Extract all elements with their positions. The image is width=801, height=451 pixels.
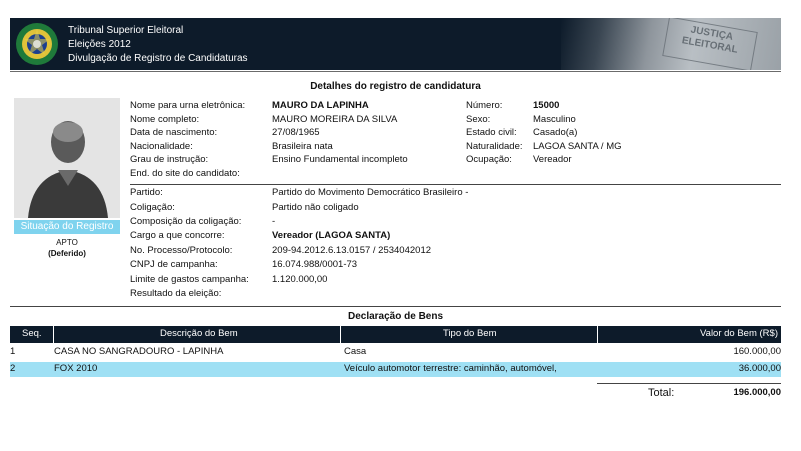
value-birth-date: 27/08/1965 bbox=[272, 127, 320, 138]
label-spending-limit: Limite de gastos campanha: bbox=[130, 274, 249, 285]
header-election: Eleições 2012 bbox=[68, 39, 131, 50]
value-coalition-composition: - bbox=[272, 216, 276, 227]
asset-value: 160.000,00 bbox=[733, 346, 781, 357]
assets-header-description: Descrição do Bem bbox=[160, 328, 238, 339]
value-sex: Masculino bbox=[533, 114, 576, 125]
candidate-photo bbox=[14, 98, 120, 218]
label-birthplace: Naturalidade: bbox=[466, 141, 523, 152]
justica-eleitoral-stamp: JUSTIÇA ELEITORAL bbox=[662, 18, 758, 70]
value-process-number: 209-94.2012.6.13.0157 / 2534042012 bbox=[272, 245, 432, 256]
assets-header-separator bbox=[340, 326, 341, 343]
table-row bbox=[10, 362, 781, 377]
candidate-silhouette-icon bbox=[14, 98, 120, 218]
label-number: Número: bbox=[466, 100, 503, 111]
asset-type: Casa bbox=[344, 346, 367, 357]
label-coalition: Coligação: bbox=[130, 202, 175, 213]
value-spending-limit: 1.120.000,00 bbox=[272, 274, 328, 285]
label-process-number: No. Processo/Protocolo: bbox=[130, 245, 233, 256]
asset-value: 36.000,00 bbox=[738, 363, 781, 374]
total-divider bbox=[597, 383, 781, 384]
label-ballot-name: Nome para urna eletrônica: bbox=[130, 100, 246, 111]
asset-description: FOX 2010 bbox=[54, 363, 98, 374]
info-divider bbox=[130, 184, 781, 185]
asset-type: Veículo automotor terrestre: caminhão, automóvel, bbox=[344, 363, 557, 374]
label-sex: Sexo: bbox=[466, 114, 491, 125]
asset-seq: 1 bbox=[10, 346, 16, 357]
assets-header-value: Valor do Bem (R$) bbox=[700, 328, 778, 339]
header-text bbox=[68, 24, 248, 66]
label-campaign-cnpj: CNPJ de campanha: bbox=[130, 259, 218, 270]
total-value: 196.000,00 bbox=[733, 387, 781, 398]
value-education: Ensino Fundamental incompleto bbox=[272, 154, 408, 165]
registration-status-label: Situação do Registro bbox=[14, 220, 120, 234]
registration-status-detail: (Deferido) bbox=[48, 249, 86, 258]
header-banner-image bbox=[561, 18, 781, 70]
assets-title: Declaração de Bens bbox=[347, 311, 444, 322]
value-party: Partido do Movimento Democrático Brasileiro - bbox=[272, 187, 469, 198]
assets-header-separator bbox=[597, 326, 598, 343]
details-title: Detalhes do registro de candidatura bbox=[310, 81, 481, 92]
value-campaign-cnpj: 16.074.988/0001-73 bbox=[272, 259, 358, 270]
label-nationality: Nacionalidade: bbox=[130, 141, 193, 152]
total-label: Total: bbox=[648, 387, 675, 399]
label-occupation: Ocupação: bbox=[466, 154, 512, 165]
assets-header-type: Tipo do Bem bbox=[443, 328, 497, 339]
label-office: Cargo a que concorre: bbox=[130, 230, 225, 241]
label-party: Partido: bbox=[130, 187, 163, 198]
header-divider bbox=[10, 71, 781, 72]
registration-status: APTO bbox=[56, 238, 78, 247]
value-occupation: Vereador bbox=[533, 154, 572, 165]
value-office: Vereador (LAGOA SANTA) bbox=[272, 230, 391, 241]
table-row bbox=[10, 345, 781, 360]
asset-description: CASA NO SANGRADOURO - LAPINHA bbox=[54, 346, 224, 357]
site-header bbox=[10, 18, 781, 70]
assets-table-header bbox=[10, 326, 781, 343]
header-system-name: Divulgação de Registro de Candidaturas bbox=[68, 53, 248, 64]
republic-emblem-icon bbox=[14, 21, 60, 67]
value-marital-status: Casado(a) bbox=[533, 127, 578, 138]
header-court-name: Tribunal Superior Eleitoral bbox=[68, 25, 184, 36]
label-birth-date: Data de nascimento: bbox=[130, 127, 218, 138]
value-coalition: Partido não coligado bbox=[272, 202, 359, 213]
value-birthplace: LAGOA SANTA / MG bbox=[533, 141, 622, 152]
label-election-result: Resultado da eleição: bbox=[130, 288, 222, 299]
asset-seq: 2 bbox=[10, 363, 16, 374]
value-nationality: Brasileira nata bbox=[272, 141, 333, 152]
label-education: Grau de instrução: bbox=[130, 154, 209, 165]
label-coalition-composition: Composição da coligação: bbox=[130, 216, 242, 227]
value-ballot-name: MAURO DA LAPINHA bbox=[272, 100, 369, 111]
value-number: 15000 bbox=[533, 100, 560, 111]
value-full-name: MAURO MOREIRA DA SILVA bbox=[272, 114, 398, 125]
assets-divider bbox=[10, 306, 781, 307]
label-website: End. do site do candidato: bbox=[130, 168, 240, 179]
assets-header-seq: Seq. bbox=[22, 328, 42, 339]
label-marital-status: Estado civil: bbox=[466, 127, 517, 138]
assets-header-separator bbox=[53, 326, 54, 343]
label-full-name: Nome completo: bbox=[130, 114, 200, 125]
